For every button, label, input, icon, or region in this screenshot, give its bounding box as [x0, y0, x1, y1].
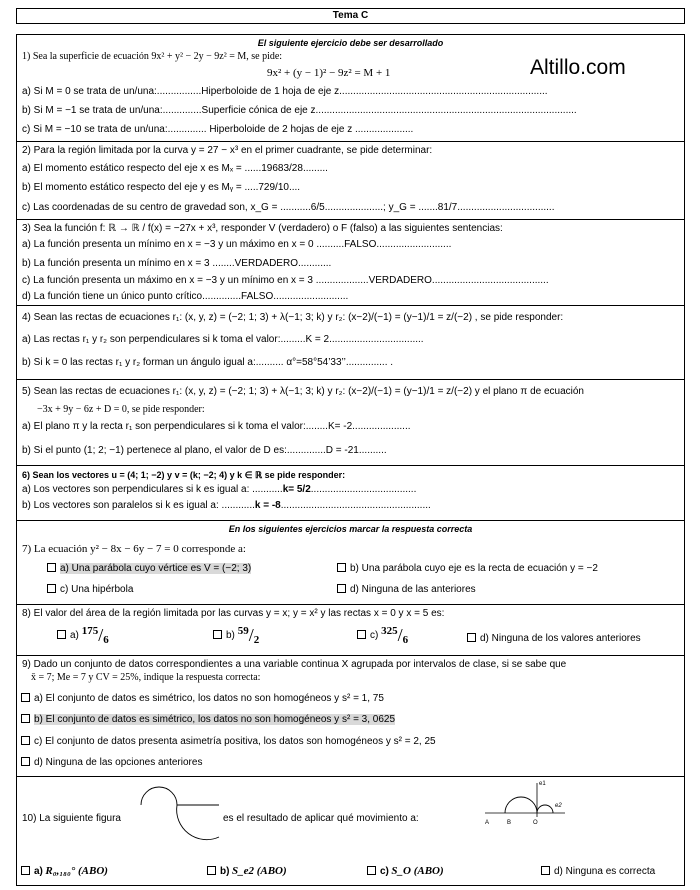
- q3-b-answer: VERDADERO: [234, 258, 298, 269]
- q8-option-d[interactable]: [467, 632, 641, 645]
- q9-option-c[interactable]: [21, 735, 436, 748]
- q10-c-label: c): [380, 866, 389, 877]
- q9-b-label: b) El conjunto de datos es simétrico, los datos no son homogéneos y s² = 3, 0625: [34, 714, 396, 725]
- fraction-slash: /: [397, 625, 403, 645]
- q8-a-label: a): [70, 630, 79, 641]
- label-e2: e2: [555, 803, 562, 809]
- q4-b-prompt: b) Si k = 0 las rectas r₁ y r₂ forman un ángulo igual a:..........: [22, 357, 287, 368]
- q2-b-dots: ....: [288, 182, 301, 193]
- q1-a-prompt: a) Si M = 0 se trata de un/una:................: [22, 86, 202, 97]
- q8-b-num: 59: [237, 625, 249, 637]
- site-logo: Altillo.com: [530, 56, 626, 79]
- q8-a-checkbox[interactable]: [57, 630, 66, 639]
- q10-d-checkbox[interactable]: [541, 866, 550, 875]
- q10-b-math: S_e2 (ABO): [231, 865, 287, 877]
- question-5-section: [17, 380, 684, 466]
- q6-a-answer: k= 5/2: [282, 484, 311, 495]
- question-6-section: [17, 466, 684, 521]
- q5-a-prompt: a) El plano π y la recta r₁ son perpendiculares si k toma el valor:........: [22, 421, 328, 432]
- label-A: A: [485, 820, 490, 826]
- q2-intro: 2) Para la región limitada por la curva y = 27 − x³ en el primer cuadrante, se pide determinar:: [22, 145, 433, 156]
- q5-a-dots: .....................: [352, 421, 411, 432]
- q3-b-dots: ............: [297, 258, 332, 269]
- q8-option-c[interactable]: [357, 625, 408, 647]
- q10-option-b[interactable]: [207, 865, 287, 878]
- q3-c: [22, 275, 549, 287]
- label-e1: e1: [539, 781, 546, 787]
- q7-d-label: d) Ninguna de las anteriores: [350, 584, 476, 595]
- q8-b-checkbox[interactable]: [213, 630, 222, 639]
- q4-a-dots: ..................................: [329, 334, 424, 345]
- q2-c-prompt: c) Las coordenadas de su centro de gravedad son, x_G = ...........: [22, 202, 311, 213]
- q7-b-label: b) Una parábola cuyo eje es la recta de ecuación y = −2: [350, 563, 598, 574]
- q7-b-checkbox[interactable]: [337, 563, 346, 572]
- q4-a-prompt: a) Las rectas r₁ y r₂ son perpendiculares si k toma el valor:.........: [22, 334, 306, 345]
- q8-c-den: 6: [402, 634, 409, 646]
- q5-a: [22, 421, 411, 433]
- q1-a-dots: ...........................................................................: [339, 86, 548, 97]
- label-B: B: [507, 820, 512, 826]
- q10-intro: 10) La siguiente figura: [22, 813, 121, 824]
- q8-d-label: d) Ninguna de los valores anteriores: [480, 633, 641, 644]
- q1-b-dots: ..............................................................................................: [315, 105, 577, 116]
- q7-option-d[interactable]: [337, 583, 476, 596]
- q3-c-prompt: c) La función presenta un máximo en x = −3 y un mínimo en x = 3 ...................: [22, 275, 369, 286]
- q2-c-answer-y: 81/7: [437, 202, 458, 213]
- question-1-section: [17, 35, 684, 142]
- exam-title: Tema C: [16, 8, 685, 24]
- q8-c-num: 325: [381, 625, 398, 637]
- q7-a-label: a) Una parábola cuyo vértice es V = (−2; 3): [60, 563, 252, 574]
- q8-a-den: 6: [103, 634, 109, 646]
- q8-c-checkbox[interactable]: [357, 630, 366, 639]
- q1-c: [22, 124, 413, 136]
- q8-a-fraction: [81, 625, 109, 646]
- q6-a-dots: ......................................: [310, 484, 417, 495]
- q9-intro: 9) Dado un conjunto de datos correspondientes a una variable continua X agrupada por intervalos de clase, si se sabe que: [22, 659, 567, 670]
- q3-d-prompt: d) La función tiene un único punto crítico..............: [22, 291, 242, 302]
- q6-b-dots: ......................................................: [280, 500, 431, 511]
- q8-b-fraction: [237, 625, 260, 646]
- q9-b-checkbox[interactable]: [21, 714, 30, 723]
- q9-option-d[interactable]: [21, 756, 202, 769]
- q3-d-answer: FALSO: [241, 291, 274, 302]
- question-8-section: [17, 605, 684, 656]
- q7-a-checkbox[interactable]: [47, 563, 56, 572]
- q5-a-answer: K= -2: [327, 421, 353, 432]
- q1-b-answer: Superficie cónica de eje z: [201, 105, 316, 116]
- q2-c-answer-x: 6/5: [310, 202, 325, 213]
- q2-a: [22, 163, 328, 175]
- q7-c-checkbox[interactable]: [47, 584, 56, 593]
- q5-b-answer: D = -21: [325, 445, 359, 456]
- q6-b-prompt: b) Los vectores son paralelos si k es igual a: ............: [22, 500, 255, 511]
- q8-option-b[interactable]: [213, 625, 259, 647]
- original-figure: [475, 779, 575, 829]
- question-9-section: [17, 656, 684, 777]
- q1-c-dots: .....................: [354, 124, 414, 135]
- q2-b-answer: 729/10: [258, 182, 289, 193]
- q10-option-c[interactable]: [367, 865, 444, 878]
- q10-c-math: S_O (ABO): [391, 865, 444, 877]
- q10-b-checkbox[interactable]: [207, 866, 216, 875]
- q2-b: [22, 182, 300, 194]
- q7-d-checkbox[interactable]: [337, 584, 346, 593]
- q5-intro: 5) Sean las rectas de ecuaciones r₁: (x, y, z) = (−2; 1; 3) + λ(−1; 3; k) y r₂: (x−2)/(−1) = (y−1)/1 = z/(−2) y el plano π de ecuación: [22, 386, 584, 397]
- q9-a-checkbox[interactable]: [21, 693, 30, 702]
- q6-a: [22, 484, 416, 496]
- q3-a-answer: FALSO: [344, 239, 377, 250]
- q2-a-dots: .........: [302, 163, 328, 174]
- q4-a-answer: K = 2: [305, 334, 330, 345]
- figure-lower-arc: [177, 805, 219, 840]
- q9-d-label: d) Ninguna de las opciones anteriores: [34, 757, 203, 768]
- q10-d-label: d) Ninguna es correcta: [554, 866, 656, 877]
- figure-upper-arc: [141, 787, 177, 805]
- q4-intro: 4) Sean las rectas de ecuaciones r₁: (x, y, z) = (−2; 1; 3) + λ(−1; 3; k) y r₂: (x−2)/(−1) = (y−1)/1 = z/(−2) , se pide responder:: [22, 312, 564, 323]
- q5-b-dots: ..........: [358, 445, 387, 456]
- q10-c-checkbox[interactable]: [367, 866, 376, 875]
- q8-option-a[interactable]: [57, 625, 109, 647]
- q3-b: [22, 258, 331, 270]
- q9-option-b[interactable]: [21, 713, 395, 726]
- label-O: O: [533, 820, 538, 826]
- question-2-section: [17, 142, 684, 220]
- q1-c-prompt: c) Si M = −10 se trata de un/una:..............: [22, 124, 207, 135]
- question-3-section: [17, 220, 684, 306]
- q2-c-mid: .....................; y_G = .......: [324, 202, 438, 213]
- q10-middle-text: es el resultado de aplicar qué movimiento a:: [223, 813, 419, 824]
- q8-b-label: b): [226, 630, 235, 641]
- q10-option-a[interactable]: [21, 865, 108, 878]
- q8-intro: 8) El valor del área de la región limitada por las curvas y = x; y = x² y las rectas x = 0 y x = 5 es:: [22, 608, 445, 619]
- q10-a-math: R₀,₁₈₀° (ABO): [45, 865, 108, 877]
- transformed-figure: [135, 781, 225, 843]
- q9-d-checkbox[interactable]: [21, 757, 30, 766]
- q1-b: [22, 105, 577, 117]
- q3-a-dots: ...........................: [376, 239, 452, 250]
- q7-option-b[interactable]: [337, 562, 598, 575]
- q4-b-answer: α°=58°54’33’’: [286, 357, 346, 368]
- fraction-slash: /: [98, 625, 104, 645]
- q6-b: [22, 500, 431, 512]
- q7-c-label: c) Una hipérbola: [60, 584, 134, 595]
- q1-equation: 9x² + (y − 1)² − 9z² = M + 1: [267, 67, 391, 79]
- q8-d-checkbox[interactable]: [467, 633, 476, 642]
- q1-b-prompt: b) Si M = −1 se trata de un/una:..............: [22, 105, 202, 116]
- q10-b-label: b): [220, 866, 230, 877]
- q1-c-answer: Hiperboloide de 2 hojas de eje z: [206, 124, 355, 135]
- question-7-section: [17, 521, 684, 605]
- q7-option-c[interactable]: [47, 583, 133, 596]
- q3-c-answer: VERDADERO: [368, 275, 432, 286]
- q3-c-dots: ..........................................: [431, 275, 549, 286]
- q2-c-dots: ...................................: [457, 202, 555, 213]
- q2-b-prompt: b) El momento estático respecto del eje y es Mᵧ = .....: [22, 182, 259, 193]
- question-4-section: [17, 306, 684, 380]
- q9-c-label: c) El conjunto de datos presenta asimetría positiva, los datos son homogéneos y s² = 2, 25: [34, 736, 436, 747]
- q6-b-answer: k = -8: [254, 500, 281, 511]
- figure-small-arc: [537, 805, 553, 813]
- q5-intro-2: −3x + 9y − 6z + D = 0, se pide responder:: [37, 404, 205, 415]
- q9-option-a[interactable]: [21, 692, 384, 705]
- q3-d: [22, 291, 348, 303]
- q9-intro-2: x̄ = 7; Me = 7 y CV = 25%, indique la respuesta correcta:: [31, 672, 261, 683]
- q4-b: [22, 357, 393, 369]
- q8-a-num: 175: [81, 625, 99, 637]
- q10-a-checkbox[interactable]: [21, 866, 30, 875]
- q3-a: [22, 239, 451, 251]
- q2-a-answer: 19683/28: [261, 163, 303, 174]
- q2-c: [22, 202, 555, 214]
- q8-c-fraction: [381, 625, 409, 646]
- q4-b-dots: ............... .: [345, 357, 394, 368]
- q10-a-label: a): [34, 866, 43, 877]
- fraction-slash: /: [248, 625, 254, 645]
- q4-a: [22, 334, 424, 346]
- q5-b: [22, 445, 387, 457]
- q2-a-prompt: a) El momento estático respecto del eje x es Mₓ = ......: [22, 163, 262, 174]
- q9-c-checkbox[interactable]: [21, 736, 30, 745]
- q9-a-label: a) El conjunto de datos es simétrico, los datos no son homogéneos y s² = 1, 75: [34, 693, 384, 704]
- q6-a-prompt: a) Los vectores son perpendiculares si k es igual a: ...........: [22, 484, 283, 495]
- q3-d-dots: ...........................: [273, 291, 349, 302]
- q10-option-d[interactable]: [541, 865, 655, 878]
- exam-body: [16, 34, 685, 886]
- q8-c-label: c): [370, 630, 379, 641]
- q3-b-prompt: b) La función presenta un mínimo en x = 3 ........: [22, 258, 235, 269]
- q7-intro: 7) La ecuación y² − 8x − 6y − 7 = 0 corresponde a:: [22, 543, 246, 555]
- q8-b-den: 2: [253, 634, 260, 646]
- q3-intro: 3) Sea la función f: ℝ → ℝ / f(x) = −27x + x³, responder V (verdadero) o F (falso) a las siguientes sentencias:: [22, 223, 503, 234]
- q3-a-prompt: a) La función presenta un mínimo en x = −3 y un máximo en x = 0 ..........: [22, 239, 345, 250]
- figure-large-arc: [505, 797, 537, 813]
- q5-b-prompt: b) Si el punto (1; 2; −1) pertenece al plano, el valor de D es:..............: [22, 445, 326, 456]
- choice-heading: En los siguientes ejercicios marcar la respuesta correcta: [228, 524, 473, 534]
- q1-intro: 1) Sea la superficie de ecuación 9x² + y² − 2y − 9z² = M, se pide:: [22, 51, 283, 62]
- q7-option-a[interactable]: [47, 562, 251, 575]
- q6-intro: 6) Sean los vectores u = (4; 1; −2) y v = (k; −2; 4) y k ∈ ℝ se pide responder:: [22, 470, 346, 480]
- develop-heading: El siguiente ejercicio debe ser desarrollado: [257, 38, 444, 48]
- q1-a: [22, 86, 548, 98]
- q1-a-answer: Hiperboloide de 1 hoja de eje z: [201, 86, 340, 97]
- question-10-section: [17, 777, 684, 885]
